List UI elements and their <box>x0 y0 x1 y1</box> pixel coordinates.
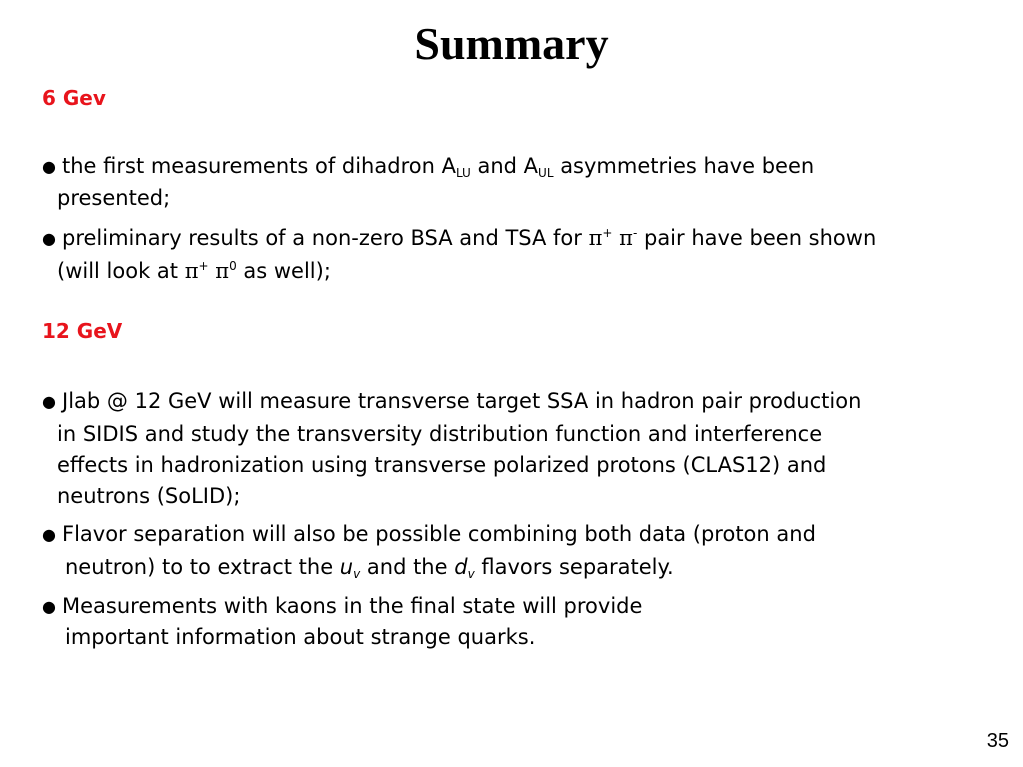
bullet-dot-icon: ● <box>42 229 56 248</box>
bullet-dot-icon: ● <box>42 392 56 411</box>
bullet-text <box>62 389 861 413</box>
bullet-text <box>62 154 814 178</box>
text-run: the first measurements of dihadron A <box>62 154 456 178</box>
bullet-continuation <box>57 450 826 480</box>
text-run: as well); <box>236 259 331 283</box>
section-heading-6gev: 6 Gev <box>42 86 106 110</box>
bullet-continuation <box>57 419 822 449</box>
pi-symbol: π <box>588 226 603 250</box>
bullet-line <box>42 519 816 550</box>
section-heading-12gev: 12 GeV <box>42 319 123 343</box>
bullet-line <box>42 151 814 182</box>
superscript-text: + <box>198 259 209 273</box>
bullet-continuation <box>57 256 331 286</box>
pi-symbol: π <box>619 226 633 250</box>
page-number: 35 <box>986 730 1009 752</box>
slide-title: Summary <box>414 18 609 69</box>
text-run: and A <box>470 154 539 178</box>
subscript-text: LU <box>455 166 471 180</box>
bullet-dot-icon: ● <box>42 525 56 544</box>
text-run: and the <box>360 555 455 579</box>
bullet-continuation <box>57 183 170 213</box>
bullet-text <box>62 594 642 618</box>
bullet-line <box>42 591 642 622</box>
text-run: important information about strange quarks. <box>65 625 536 649</box>
subscript-text: v <box>353 567 361 581</box>
text-run: preliminary results of a non-zero BSA and TSA for <box>62 226 589 250</box>
pi-symbol: π <box>184 259 199 283</box>
superscript-text: - <box>632 226 638 240</box>
superscript-text: 0 <box>229 259 237 273</box>
bullet-line <box>42 386 861 417</box>
bullet-continuation <box>57 481 240 511</box>
bullet-text <box>62 522 816 546</box>
text-run: neutrons (SoLID); <box>57 484 241 508</box>
text-run: presented; <box>57 186 171 210</box>
text-run: asymmetries have been <box>553 154 815 178</box>
pi-symbol: π <box>215 259 230 283</box>
text-run: pair have been shown <box>637 226 877 250</box>
text-run: Jlab @ 12 GeV will measure transverse target SSA in hadron pair production <box>62 389 862 413</box>
text-run: u <box>339 555 354 579</box>
bullet-continuation <box>65 552 674 582</box>
text-run: flavors separately. <box>474 555 674 579</box>
superscript-text: + <box>602 226 613 240</box>
subscript-text: v <box>467 567 475 581</box>
text-run: neutron) to to extract the <box>65 555 340 579</box>
bullet-text <box>62 226 876 250</box>
subscript-text: UL <box>538 166 554 180</box>
bullet-continuation <box>65 622 535 652</box>
text-run: Flavor separation will also be possible combining both data (proton and <box>62 522 816 546</box>
text-run: in SIDIS and study the transversity distribution function and interference <box>57 422 823 446</box>
text-run: effects in hadronization using transverse polarized protons (CLAS12) and <box>57 453 827 477</box>
bullet-dot-icon: ● <box>42 157 56 176</box>
bullet-line <box>42 223 876 254</box>
text-run: d <box>454 555 468 579</box>
text-run: Measurements with kaons in the final state will provide <box>62 594 643 618</box>
text-run: (will look at <box>57 259 185 283</box>
bullet-dot-icon: ● <box>42 597 56 616</box>
